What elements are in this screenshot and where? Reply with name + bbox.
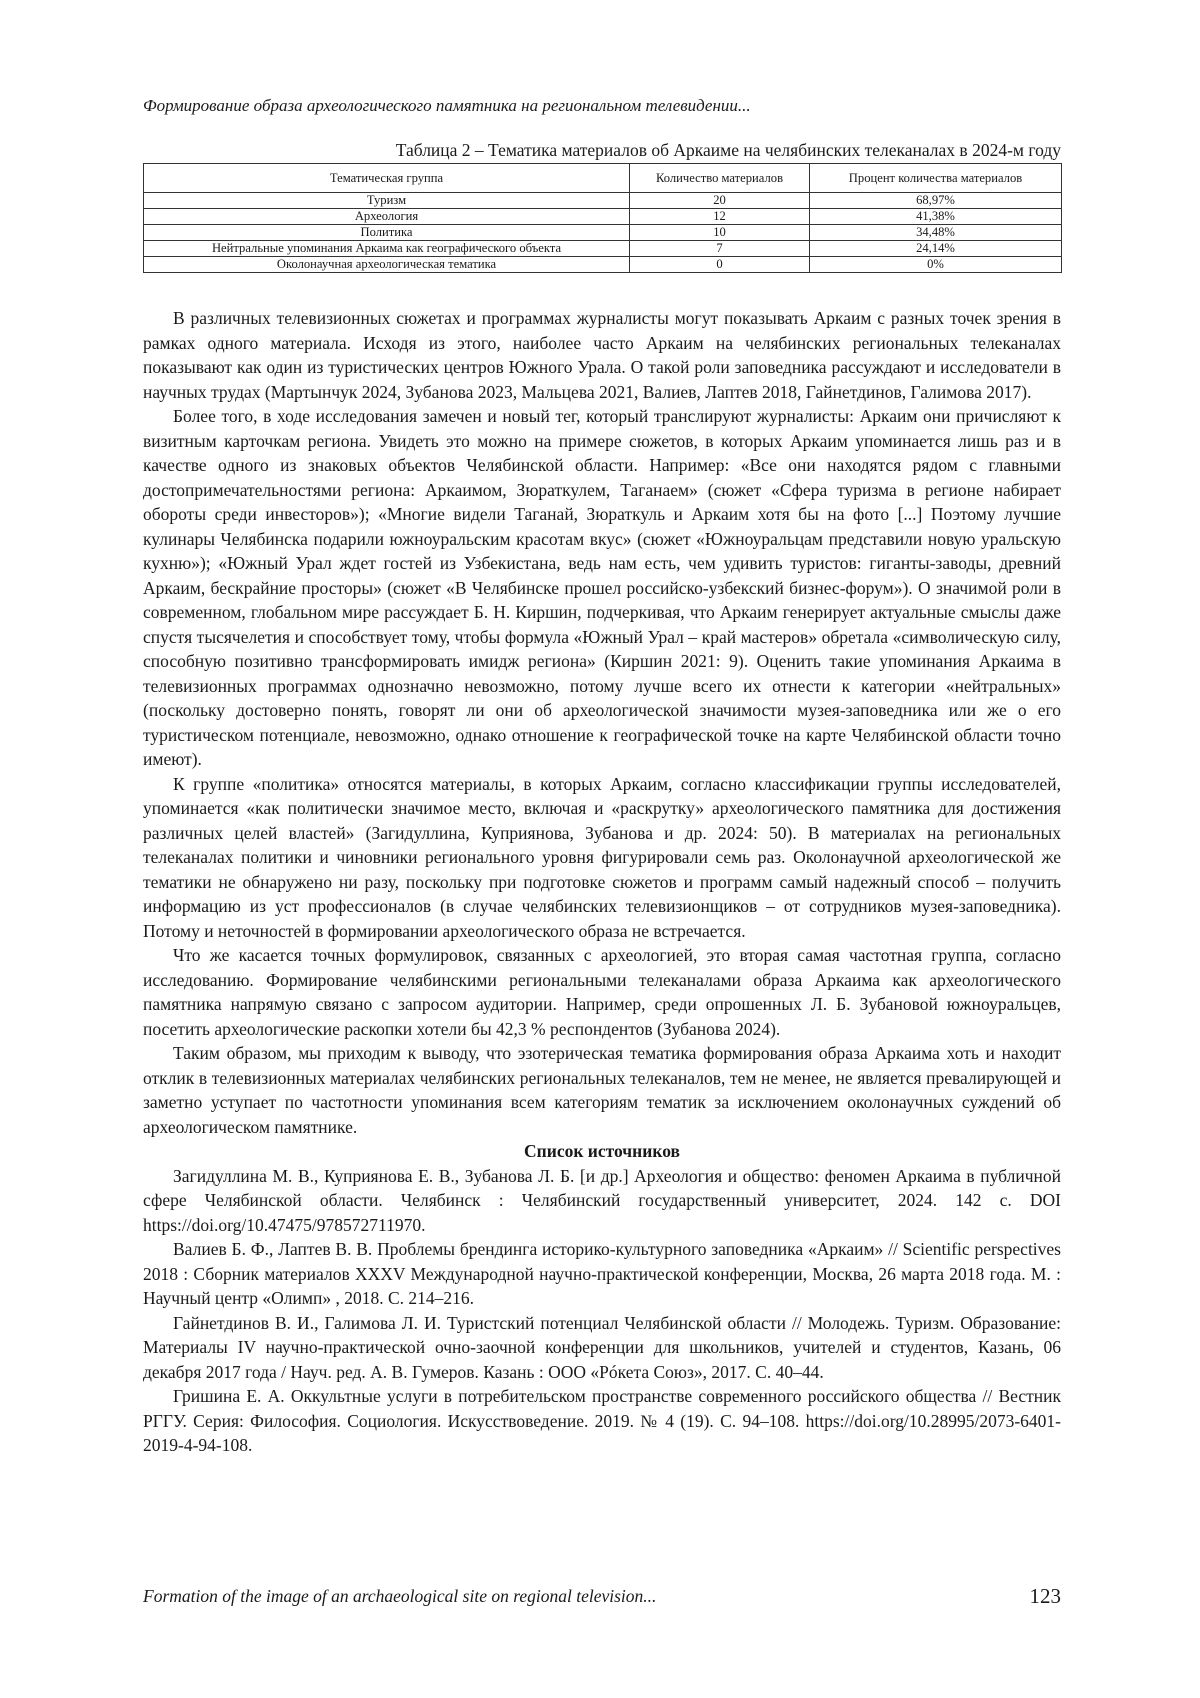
body-text bbox=[143, 306, 1061, 1458]
body-paragraph: Что же касается точных формулировок, связанных с археологией, это вторая самая частотная группа, согласно исследованию. Формирование челябинскими региональными телеканалами образа Аркаима как археологического памятника напрямую связано с запросом аудитории. Например, среди опрошенных Л. Б. Зубановой южноуральцев, посетить археологические раскопки хотели бы 42,3 % респондентов (Зубанова 2024). bbox=[143, 945, 1061, 1039]
table-cell: 20 bbox=[630, 193, 810, 209]
body-paragraph: В различных телевизионных сюжетах и программах журналисты могут показывать Аркаим с разных точек зрения в рамках одного материала. Исходя из этого, наиболее часто Аркаим на челябинских региональных телеканалах показывают как один из туристических центров Южного Урала. О такой роли заповедника рассуждают и исследователи в научных трудах (Мартынчук 2024, Зубанова 2023, Мальцева 2021, Валиев, Лаптев 2018, Гайнетдинов, Галимова 2017). bbox=[143, 308, 1061, 402]
reference-item: Загидуллина М. В., Куприянова Е. В., Зубанова Л. Б. [и др.] Археология и общество: феномен Аркаима в публичной сфере Челябинской области. Челябинск : Челябинский государственный университет, 2024. 142 с. DOI https://doi.org/10.47475/978572711970. bbox=[143, 1165, 1061, 1235]
table-cell: Нейтральные упоминания Аркаима как географического объекта bbox=[144, 241, 630, 257]
table-cell: Археология bbox=[144, 209, 630, 225]
body-paragraph: К группе «политика» относятся материалы, в которых Аркаим, согласно классификации группы исследователей, упоминается «как политически значимое место, включая и «раскрутку» археологического памятника для достижения различных целей властей» (Загидуллина, Куприянова, Зубанова и др. 2024: 50). В материалах на региональных телеканалах политики и чиновники регионального уровня фигурировали семь раз. Околонаучной археологической же тематики не обнаружено ни разу, поскольку при подготовке сюжетов и программ самый надежный способ – получить информацию из уст профессионалов (в случае челябинских телевизионщиков – от сотрудников музея-заповедника). Потому и неточностей в формировании археологического образа не встречается. bbox=[143, 773, 1061, 941]
column-header: Количество материалов bbox=[630, 164, 810, 193]
table-cell: 0 bbox=[630, 257, 810, 273]
table-cell: 12 bbox=[630, 209, 810, 225]
topics-table bbox=[143, 163, 1062, 273]
table-cell: 0% bbox=[810, 257, 1062, 273]
table-row bbox=[144, 257, 1062, 273]
reference-item: Гришина Е. А. Оккультные услуги в потребительском пространстве современного российского общества // Вестник РГГУ. Серия: Философия. Социология. Искусствоведение. 2019. № 4 (19). С. 94–108. https://doi.org/10.28995/2073-6401-2019-4-94-108. bbox=[143, 1386, 1061, 1455]
column-header: Процент количества материалов bbox=[810, 164, 1062, 193]
reference-item: Валиев Б. Ф., Лаптев В. В. Проблемы брендинга историко-культурного заповедника «Аркаим» // Scientific perspectives 2018 : Сборник материалов XXXV Международной научно-практической конференции, Москва, 26 марта 2018 года. М. : Научный центр «Олимп» , 2018. С. 214–216. bbox=[143, 1239, 1061, 1308]
table-cell: 7 bbox=[630, 241, 810, 257]
table-cell: 34,48% bbox=[810, 225, 1062, 241]
table-row bbox=[144, 225, 1062, 241]
table-caption: Таблица 2 – Тематика материалов об Аркаиме на челябинских телеканалах в 2024-м году bbox=[395, 140, 1061, 160]
column-header: Тематическая группа bbox=[144, 164, 630, 193]
table-cell: 41,38% bbox=[810, 209, 1062, 225]
table-cell: Околонаучная археологическая тематика bbox=[144, 257, 630, 273]
page bbox=[143, 0, 1061, 1698]
page-number: 123 bbox=[1029, 1584, 1061, 1608]
table-cell: 10 bbox=[630, 225, 810, 241]
table-cell: 68,97% bbox=[810, 193, 1062, 209]
table-header-row bbox=[144, 164, 1062, 193]
references-heading: Список источников bbox=[524, 1141, 680, 1161]
table-row bbox=[144, 209, 1062, 225]
body-paragraph: Таким образом, мы приходим к выводу, что эзотерическая тематика формирования образа Аркаима хоть и находит отклик в телевизионных материалах челябинских региональных телеканалов, тем не менее, не является превалирующей и заметно уступает по частотности упоминания всем категориям тематик за исключением околонаучных суждений об археологическом памятнике. bbox=[143, 1043, 1061, 1137]
table-cell: Политика bbox=[144, 225, 630, 241]
table-row bbox=[144, 193, 1062, 209]
running-header: Формирование образа археологического памятника на региональном телевидении... bbox=[143, 96, 751, 115]
body-paragraph: Более того, в ходе исследования замечен и новый тег, который транслируют журналисты: Аркаим они причисляют к визитным карточкам региона. Увидеть это можно на примере сюжетов, в которых Аркаим упоминается лишь раз и в качестве одного из знаковых объектов Челябинской области. Например: «Все они находятся рядом с главными достопримечательностями региона: Аркаимом, Зюраткулем, Таганаем» (сюжет «Сфера туризма в регионе набирает обороты среди инвесторов»); «Многие видели Таганай, Зюраткуль и Аркаим хотя бы на фото [...] Поэтому лучшие кулинары Челябинска подарили южноуральским красотам вкус» (сюжет «Южноуральцам представили новую уральскую кухню»); «Южный Урал ждет гостей из Узбекистана, ведь нам есть, чем удивить туристов: гиганты-заводы, древний Аркаим, бескрайние просторы» (сюжет «В Челябинске прошел российско-узбекский бизнес-форум»). О значимой роли в современном, глобальном мире рассуждает Б. Н. Киршин, подчеркивая, что Аркаим генерирует актуальные смыслы даже спустя тысячелетия и способствует тому, чтобы формула «Южный Урал – край мастеров» обретала «символическую силу, способную позитивно трансформировать имидж региона» (Киршин 2021: 9). Оценить такие упоминания Аркаима в телевизионных программах однозначно невозможно, потому лучше всего их отнести к категории «нейтральных» (поскольку достоверно понять, говорят ли они об археологической значимости музея-заповедника или же о его туристическом потенциале, невозможно, однако отношение к географической точке на карте Челябинской области точно имеют). bbox=[143, 406, 1061, 769]
table-cell: 24,14% bbox=[810, 241, 1062, 257]
table-row bbox=[144, 241, 1062, 257]
running-footer: Formation of the image of an archaeological site on regional television... bbox=[143, 1586, 657, 1606]
table-cell: Туризм bbox=[144, 193, 630, 209]
reference-item: Гайнетдинов В. И., Галимова Л. И. Туристский потенциал Челябинской области // Молодежь. Туризм. Образование: Материалы IV научно-практической очно-заочной конференции для школьников, учителей и студентов, Казань, 06 декабря 2017 года / Науч. ред. А. В. Гумеров. Казань : ООО «Рóкета Союз», 2017. С. 40–44. bbox=[143, 1312, 1061, 1382]
